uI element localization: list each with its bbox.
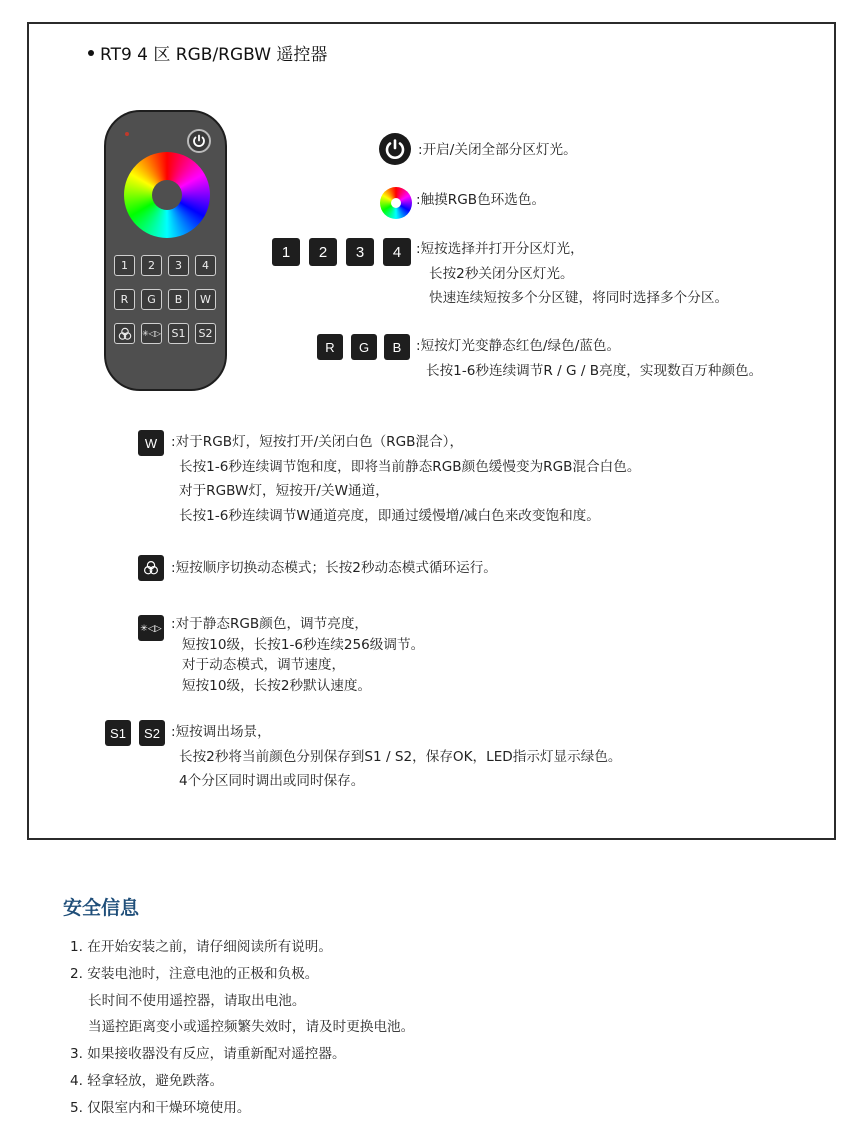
page-title	[88, 40, 327, 65]
mode-description	[171, 556, 497, 581]
safety-item: 1. 在开始安装之前，请仔细阅读所有说明。	[70, 939, 332, 955]
wheel-description	[416, 188, 545, 213]
bullet-dot	[88, 50, 94, 56]
brightness-speed-icon: ✳◁▷	[138, 615, 164, 641]
desc-line: 对于动态模式，调节速度，	[182, 657, 346, 673]
desc-line: :短按顺序切换动态模式；长按2秒动态模式循环运行。	[171, 560, 497, 576]
remote-color-key: W	[195, 289, 216, 310]
desc-line: 快速连续短按多个分区键，将同时选择多个分区。	[429, 290, 729, 306]
power-icon	[379, 133, 411, 165]
w-key: W	[138, 430, 164, 456]
title-text: RT9 4 区 RGB/RGBW 遥控器	[100, 45, 328, 65]
desc-line: :对于静态RGB颜色，调节亮度，	[171, 616, 369, 632]
zone-key: 4	[383, 238, 411, 266]
remote-control-illustration	[104, 110, 227, 391]
desc-line: 对于RGBW灯，短按开/关W通道，	[179, 483, 389, 499]
remote-color-key: R	[114, 289, 135, 310]
safety-item: 4. 轻拿轻放，避免跌落。	[70, 1072, 224, 1089]
remote-zone-key: 4	[195, 255, 216, 276]
power-icon	[187, 129, 211, 153]
desc-line: 长按2秒关闭分区灯光。	[429, 265, 574, 282]
mode-icon	[114, 323, 135, 344]
remote-scene-key: S1	[168, 323, 189, 344]
color-wheel-icon	[380, 187, 412, 219]
remote-zone-key: 2	[141, 255, 162, 276]
scene-description	[171, 720, 622, 794]
desc-line: 4个分区同时调出或同时保存。	[179, 773, 365, 789]
desc-line: :触摸RGB色环选色。	[416, 192, 546, 208]
remote-zone-key: 1	[114, 255, 135, 276]
safety-item: 5. 仅限室内和干燥环境使用。	[70, 1099, 251, 1116]
desc-line: 长按1-6秒连续调节饱和度，即将当前静态RGB颜色缓慢变为RGB混合白色。	[179, 458, 641, 475]
zone-key: 3	[346, 238, 374, 266]
led-indicator	[125, 132, 129, 136]
desc-line: :短按选择并打开分区灯光，	[416, 241, 584, 257]
remote-color-key: B	[168, 289, 189, 310]
s1-key: S1	[105, 720, 131, 746]
rgb-description	[416, 334, 762, 383]
desc-line: 短按10级，长按1-6秒连续256级调节。	[182, 636, 425, 653]
desc-line: 长按2秒将当前颜色分别保存到S1 / S2，保存OK，LED指示灯显示绿色。	[179, 748, 622, 765]
s2-key: S2	[139, 720, 165, 746]
safety-list	[70, 934, 414, 1122]
safety-item: 长时间不使用遥控器，请取出电池。	[88, 992, 306, 1009]
color-wheel-icon	[124, 152, 210, 238]
brightness-speed-icon: ✳◁▷	[141, 323, 162, 344]
zone-key: 1	[272, 238, 300, 266]
desc-line: :对于RGB灯，短按打开/关闭白色（RGB混合），	[171, 434, 464, 450]
safety-heading: 安全信息	[63, 897, 140, 919]
b-key: B	[384, 334, 410, 360]
remote-color-key: G	[141, 289, 162, 310]
speed-description	[171, 614, 424, 696]
zone-key: 2	[309, 238, 337, 266]
remote-zone-key: 3	[168, 255, 189, 276]
power-description	[418, 138, 577, 163]
desc-line: 长按1-6秒连续调节R / G / B亮度，实现数百万种颜色。	[426, 362, 763, 379]
remote-scene-key: S2	[195, 323, 216, 344]
g-key: G	[351, 334, 377, 360]
zones-description	[416, 237, 728, 311]
w-description	[171, 430, 640, 528]
desc-line: :短按调出场景，	[171, 724, 271, 740]
r-key: R	[317, 334, 343, 360]
safety-item: 当遥控距离变小或遥控频繁失效时，请及时更换电池。	[88, 1019, 415, 1036]
mode-icon	[138, 555, 164, 581]
desc-line: :短按灯光变静态红色/绿色/蓝色。	[416, 338, 621, 354]
safety-item: 3. 如果接收器没有反应，请重新配对遥控器。	[70, 1046, 346, 1063]
desc-line: 短按10级，长按2秒默认速度。	[182, 677, 372, 694]
desc-line: 长按1-6秒连续调节W通道亮度，即通过缓慢增/减白色来改变饱和度。	[179, 507, 600, 524]
safety-item: 2. 安装电池时，注意电池的正极和负极。	[70, 965, 319, 982]
desc-line: :开启/关闭全部分区灯光。	[418, 142, 577, 158]
